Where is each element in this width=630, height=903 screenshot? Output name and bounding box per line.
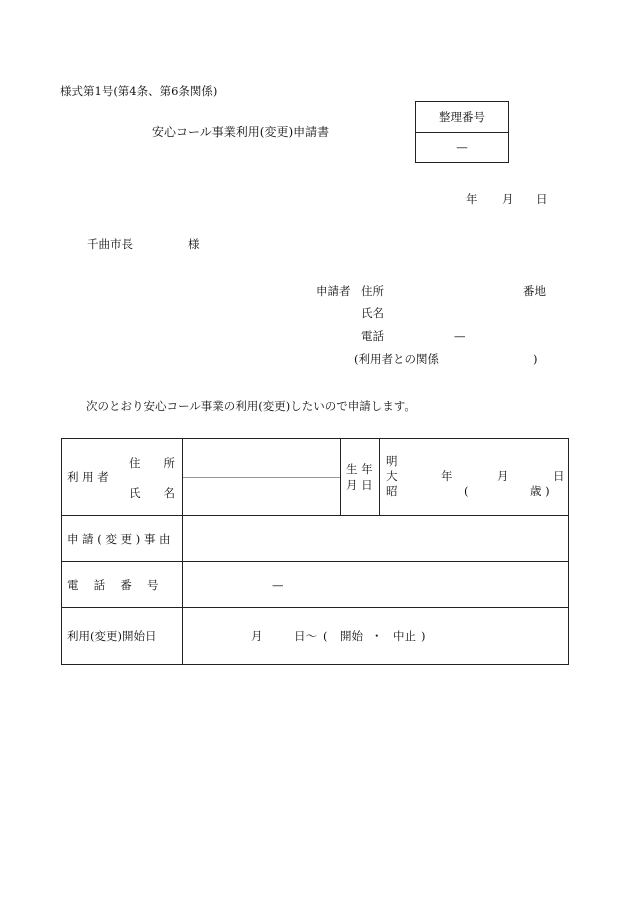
reference-number-label: 整理番号 [416, 102, 508, 133]
birth-day-unit[interactable]: 日 [553, 469, 565, 483]
phone-label: 電 話 番 号 [67, 578, 159, 592]
start-divider [182, 608, 183, 665]
user-name-label: 氏 名 [129, 486, 175, 500]
birth-month-unit[interactable]: 月 [497, 469, 509, 483]
start-option-stop[interactable]: 中止 [393, 629, 416, 643]
user-address-field[interactable] [183, 439, 340, 477]
date-day[interactable]: 日 [536, 192, 548, 206]
birth-label-divider-left [340, 438, 341, 516]
era-taisho[interactable]: 大 [386, 469, 398, 483]
applicant-address-suffix: 番地 [523, 284, 546, 298]
start-option-open: ( [323, 629, 328, 643]
start-option-separator: ・ [371, 629, 383, 643]
applicant-phone-dash[interactable]: — [454, 329, 466, 343]
start-day-unit[interactable]: 日〜 [294, 629, 317, 643]
applicant-phone-label: 電話 [361, 329, 384, 343]
user-name-field[interactable] [183, 478, 340, 516]
addressee-honorific: 様 [188, 237, 200, 251]
date-year[interactable]: 年 [466, 192, 478, 206]
addressee-name: 千曲市長 [87, 237, 133, 251]
start-option-begin[interactable]: 開始 [340, 629, 363, 643]
application-table [61, 438, 569, 665]
applicant-label: 申請者 [316, 284, 351, 298]
birth-label-divider-right [379, 438, 380, 516]
applicant-relation-close: ) [533, 352, 538, 366]
age-close[interactable]: 歳 ) [530, 484, 550, 498]
birth-year-unit[interactable]: 年 [441, 469, 453, 483]
reference-number-value[interactable]: — [456, 140, 468, 154]
age-open: ( [464, 484, 469, 498]
reason-field[interactable] [183, 517, 568, 561]
applicant-address-label: 住所 [361, 284, 384, 298]
user-address-label: 住 所 [129, 456, 175, 470]
era-showa[interactable]: 昭 [386, 484, 398, 498]
birth-label-line1: 生 年 [346, 462, 373, 476]
applicant-relation-label: (利用者との関係 [354, 352, 439, 366]
era-meiji[interactable]: 明 [386, 454, 398, 468]
phone-field-dash[interactable]: — [272, 578, 284, 592]
start-option-close: ) [421, 629, 426, 643]
reference-number-box [415, 101, 509, 163]
birth-label-line2: 月 日 [346, 478, 373, 492]
start-label: 利用(変更)開始日 [67, 629, 157, 643]
user-label: 利 用 者 [67, 470, 109, 484]
phone-divider [182, 562, 183, 608]
start-month-unit[interactable]: 月 [251, 629, 263, 643]
applicant-name-label: 氏名 [361, 306, 384, 320]
reason-label: 申 請 ( 変 更 ) 事 由 [67, 532, 171, 546]
date-month[interactable]: 月 [502, 192, 514, 206]
form-number: 様式第1号(第4条、第6条関係) [60, 84, 218, 98]
document-title: 安心コール事業利用(変更)申請書 [152, 125, 330, 139]
application-statement: 次のとおり安心コール事業の利用(変更)したいので申請します。 [86, 399, 416, 413]
